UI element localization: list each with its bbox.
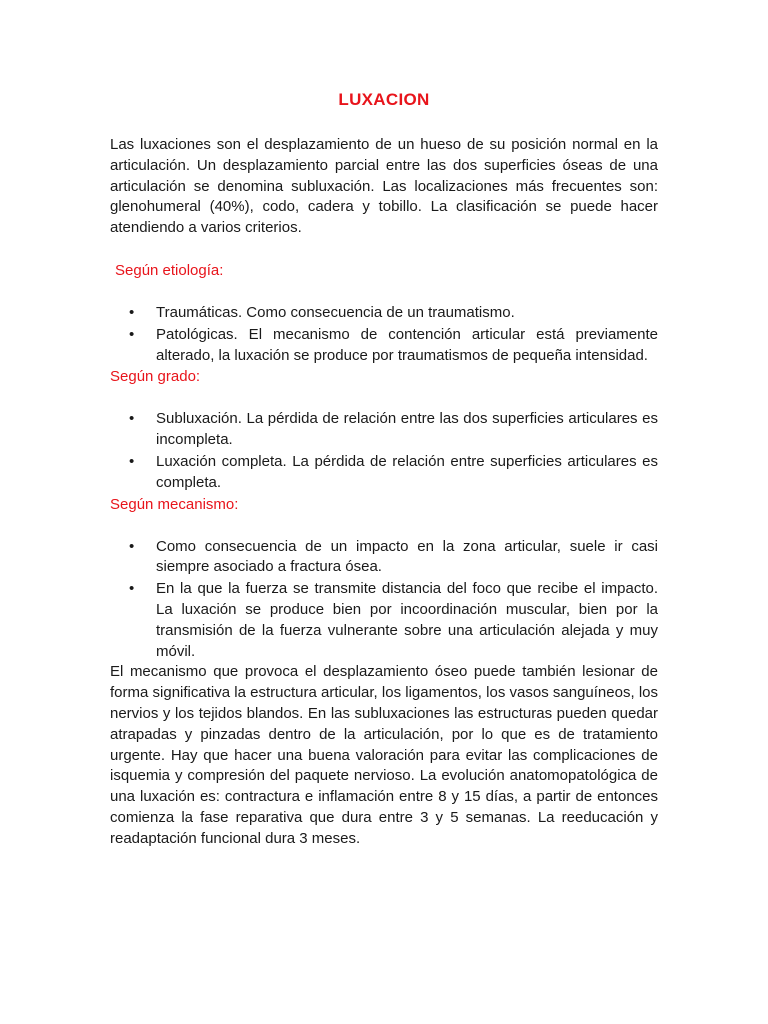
grado-list [110, 409, 658, 493]
bullet-icon: • [129, 452, 135, 470]
etiologia-list [110, 303, 658, 366]
list-item-text: Traumáticas. Como consecuencia de un traumatismo. [156, 303, 515, 321]
closing-paragraph: El mecanismo que provoca el desplazamiento óseo puede también lesionar de forma significativa la estructura articular, los ligamentos, los vasos sanguíneos, los nervios y los tejidos blandos. En las subluxaciones las estructuras pueden quedar atrapadas y pinzadas dentro de la articulación, por lo que es de tratamiento urgente. Hay que hacer una buena valoración para evitar las complicaciones de isquemia y compresión del paquete nervioso. La evolución anatomopatológica de una luxación es: contractura e inflamación entre 8 y 15 días, a partir de entonces comienza la fase reparativa que dura entre 3 y 5 semanas. La reeducación y readaptación funcional dura 3 meses. [110, 663, 658, 847]
list-item-text: Subluxación. La pérdida de relación entre las dos superficies articulares es incompleta. [156, 410, 658, 449]
mecanismo-list [110, 537, 658, 663]
document-title: LUXACION [338, 90, 430, 109]
bullet-icon: • [129, 303, 135, 321]
list-item-text: Patológicas. El mecanismo de contención articular está previamente alterado, la luxación se produce por traumatismos de pequeña intensidad. [156, 325, 658, 364]
list-item [110, 325, 658, 367]
bullet-icon: • [129, 537, 135, 555]
list-item-text: Como consecuencia de un impacto en la zona articular, suele ir casi siempre asociado a fractura ósea. [156, 537, 658, 576]
list-item [110, 537, 658, 579]
list-item-text: Luxación completa. La pérdida de relación entre superficies articulares es completa. [156, 452, 658, 491]
bullet-icon: • [129, 325, 135, 343]
bullet-icon: • [129, 410, 135, 428]
list-item [110, 409, 658, 451]
document-page [110, 88, 658, 850]
list-item [110, 303, 658, 324]
list-item [110, 579, 658, 662]
intro-paragraph: Las luxaciones son el desplazamiento de un hueso de su posición normal en la articulación. Un desplazamiento parcial entre las dos superficies óseas de una articulación se denomina subluxación. Las localizaciones más frecuentes son: glenohumeral (40%), codo, cadera y tobillo. La clasificación se puede hacer atendiendo a varios criterios. [110, 136, 658, 237]
section-heading-grado: Según grado: [110, 368, 201, 386]
section-heading-mecanismo: Según mecanismo: [110, 495, 239, 513]
list-item [110, 452, 658, 494]
bullet-icon: • [129, 580, 135, 598]
section-heading-etiologia: Según etiología: [115, 261, 224, 279]
list-item-text: En la que la fuerza se transmite distancia del foco que recibe el impacto. La luxación se produce bien por incoordinación muscular, bien por la transmisión de la fuerza vulnerante sobre una articulación alejada y muy móvil. [156, 580, 658, 660]
